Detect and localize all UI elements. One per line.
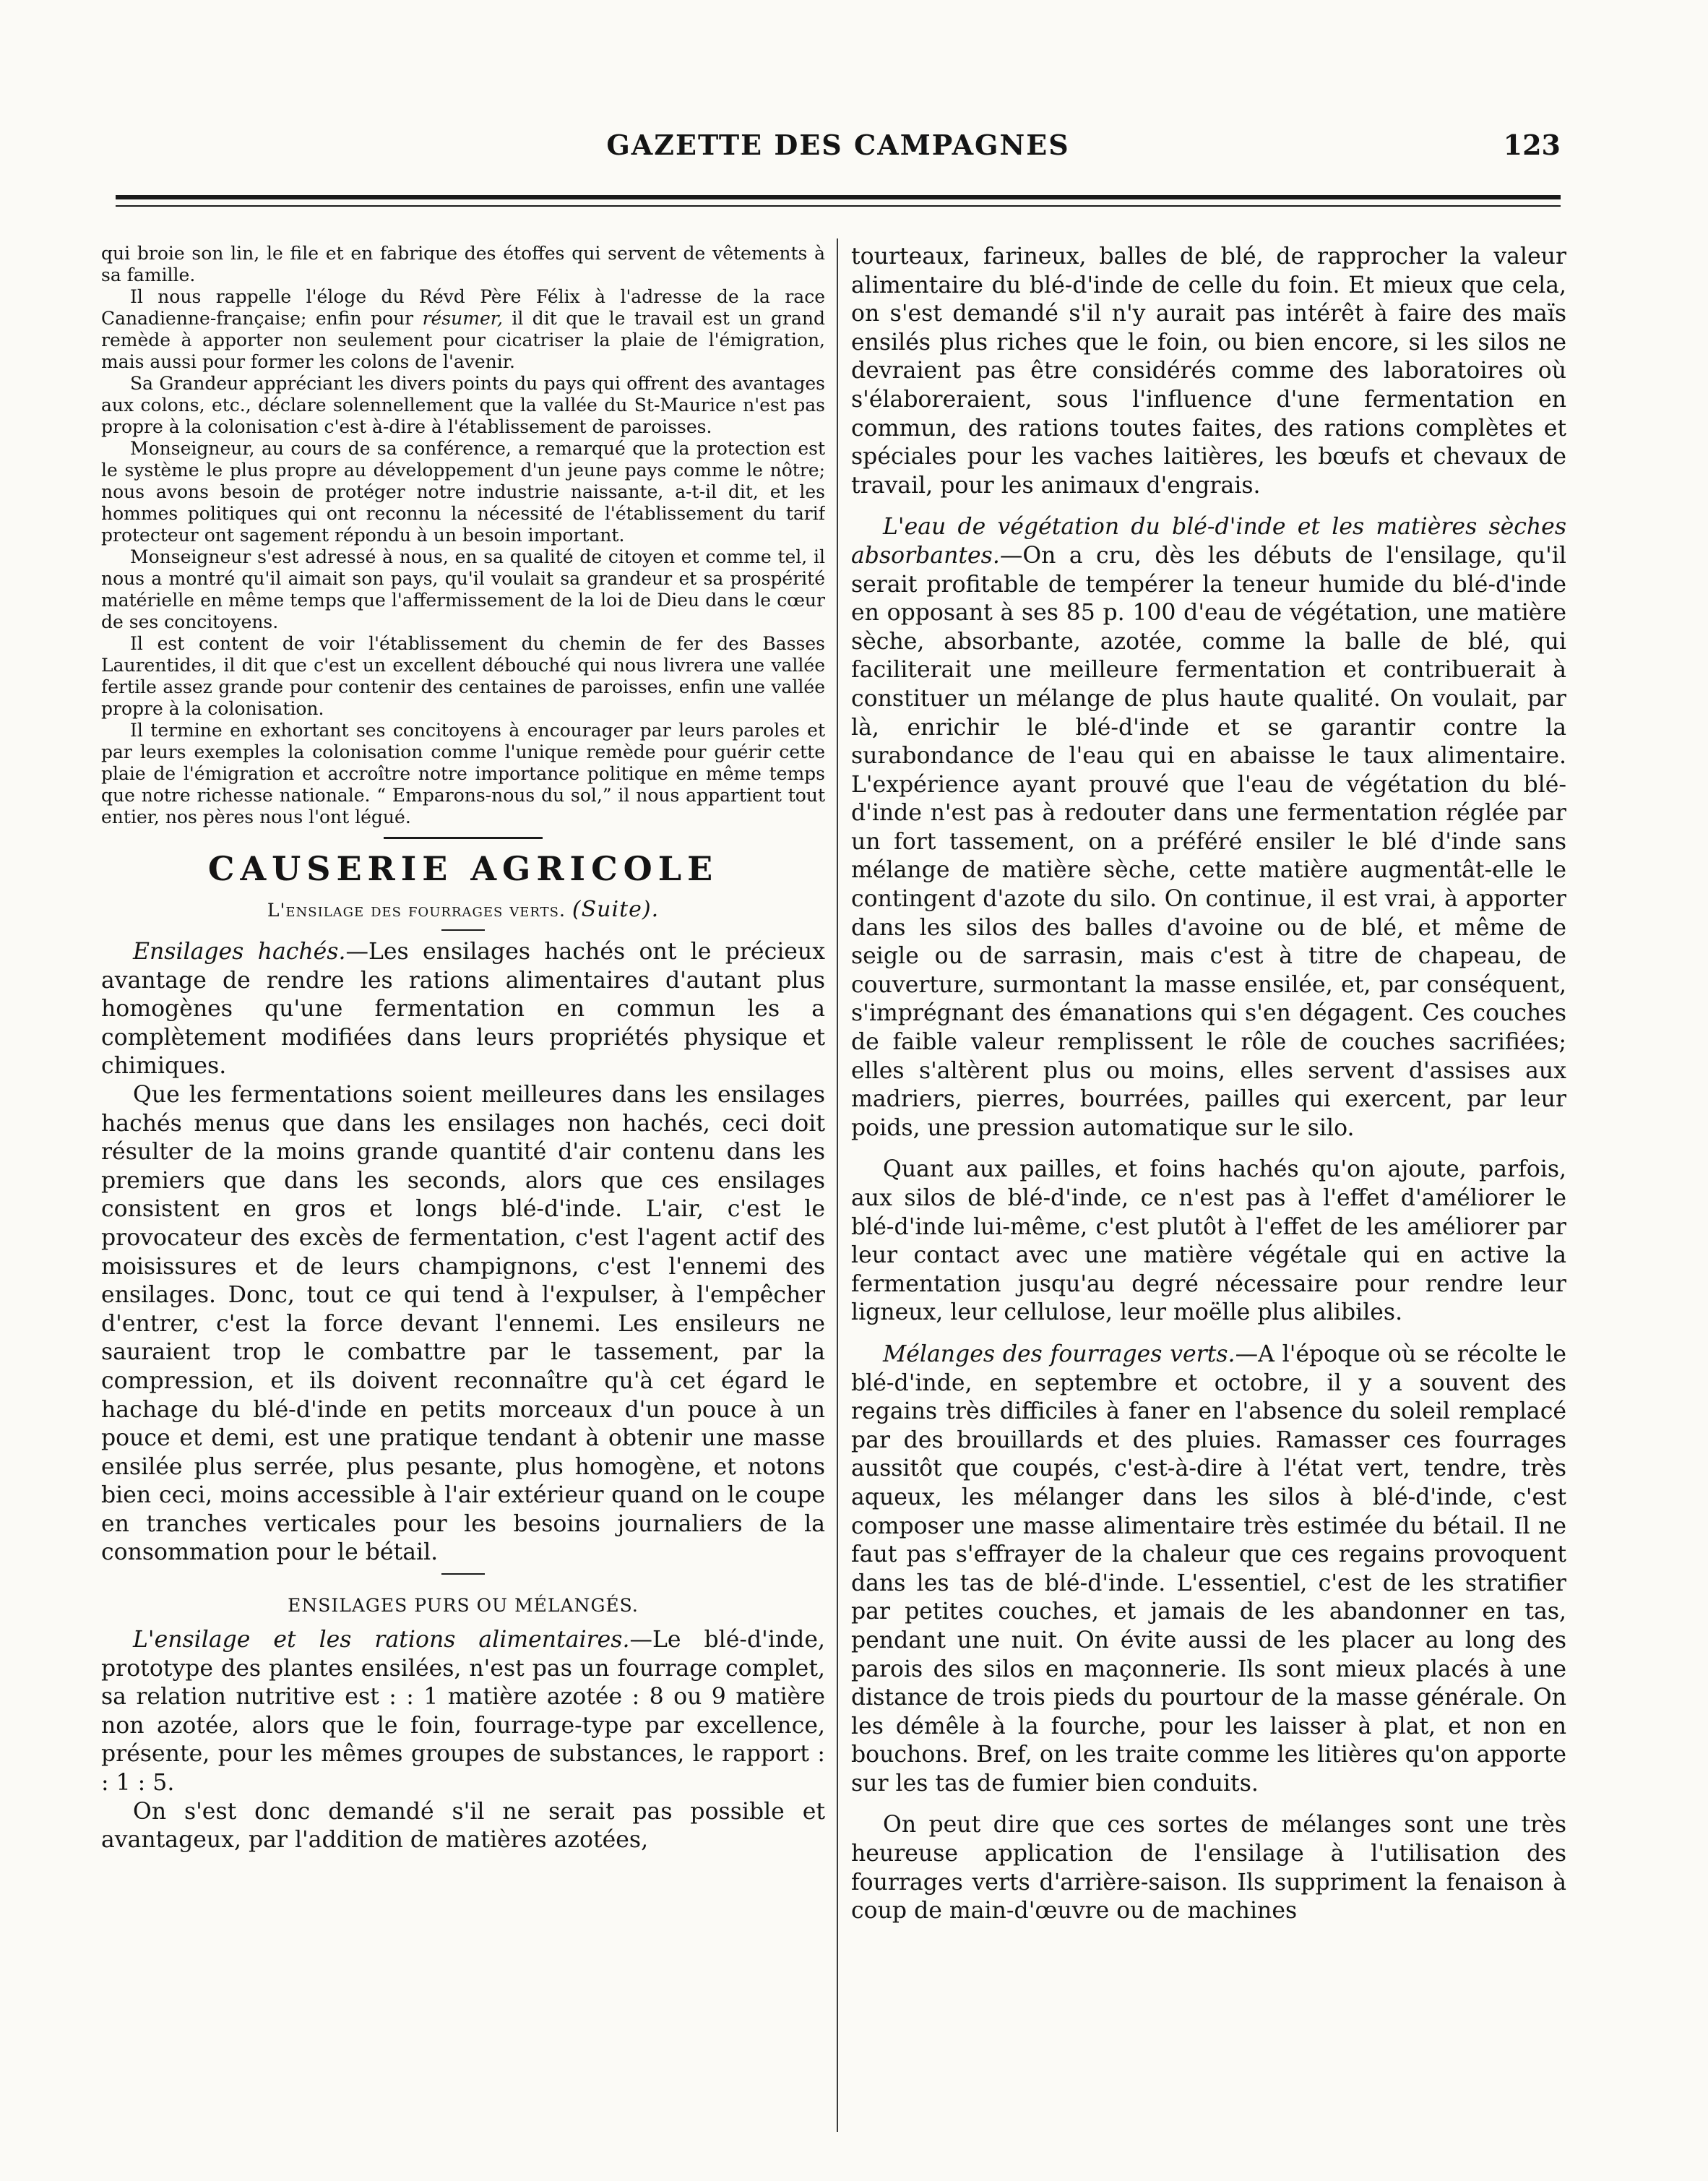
page-header	[116, 129, 1561, 172]
emphasis: résumer,	[422, 308, 503, 329]
section-title: CAUSERIE AGRICOLE	[207, 849, 719, 888]
text-run: Il nous rappelle l'éloge du Révd Père Félix à l'adresse de la race Canadienne-française; enfin pour	[101, 286, 825, 329]
paragraph-lead: Mélanges des fourrages verts.	[883, 1341, 1235, 1367]
paragraph-gap	[851, 1143, 1566, 1156]
text-run: il dit que le travail est un grand remède à apporter non seulement pour cicatriser la plaie de l'émigration, mais aussi pour former les colons de l'avenir.	[101, 308, 825, 372]
paragraph-gap	[851, 500, 1566, 513]
paragraph-lead: L'ensilage et les rations alimentaires.	[133, 1627, 630, 1653]
paragraph: tourteaux, farineux, balles de blé, de rapprocher la valeur alimentaire du blé-d'inde de celle du foin. Et mieux que cela, on s'est demandé s'il n'y aurait pas intérêt à faire des maïs ensilés plus riches que le foin, ou bien encore, si les silos ne devraient pas être considérés comme des laboratoires où s'élaboreraient, sous l'influence d'une fermentation en commun, des rations toutes faites, des rations complètes et spéciales pour les vaches laitières, les bœufs et chevaux de travail, pour les animaux d'engrais.	[851, 244, 1566, 499]
text-run: —Les ensilages hachés ont le précieux avantage de rendre les rations alimentaires d'autant plus homogènes qu'une fermentation en commun les a complètement modifiées dans leurs propriétés physique et chimiques.	[101, 939, 825, 1080]
paragraph: Il est content de voir l'établissement du chemin de fer des Basses Laurentides, il dit que c'est un excellent débouché qui nous livrera une vallée fertile assez grande pour contenir des centaines de paroisses, enfin une vallée propre à la colonisation.	[101, 633, 825, 719]
paragraph: Sa Grandeur appréciant les divers points du pays qui offrent des avantages aux colons, etc., déclare solennellement que la vallée du St-Maurice n'est pas propre à la colonisation c'est à-dire à l'établissement de paroisses.	[101, 373, 825, 437]
paragraph-lead: Ensilages hachés.	[133, 939, 346, 965]
page-number: 123	[1503, 129, 1561, 161]
paragraph-gap	[851, 1328, 1566, 1341]
paragraph	[101, 286, 825, 373]
paragraph: Il termine en exhortant ses concitoyens à encourager par leurs paroles et par leurs exemples la colonisation comme l'unique remède pour guérir cette plaie de l'émigration et accroître notre importance politique en même temps que notre richesse nationale. “ Emparons-nous du sol,” il nous appartient tout entier, nos pères nous l'ont légué.	[101, 720, 825, 827]
paragraph: Monseigneur s'est adressé à nous, en sa qualité de citoyen et comme tel, il nous a montré qu'il aimait son pays, qu'il voulait sa grandeur et sa prospérité matérielle en même temps que l'affermissement de la loi de Dieu dans le cœur de ses concitoyens.	[101, 546, 825, 632]
left-column	[101, 243, 825, 2158]
small-separator	[441, 1573, 485, 1575]
paragraph	[101, 938, 825, 1081]
paragraph	[101, 1626, 825, 1798]
paragraph: qui broie son lin, le file et en fabrique des étoffes qui servent de vêtements à sa famille.	[101, 243, 825, 285]
text-run: —A l'époque où se récolte le blé-d'inde, en septembre et octobre, il y a souvent des regains très difficiles à faner en l'absence du soleil remplacé par des brouillards et des pluies. Ramasser ces fourrages aussitôt que coupés, c'est-à-dire à l'état vert, tendre, très aqueux, les mélanger dans les silos à blé-d'inde, c'est composer une masse alimentaire très estimée du bétail. Il ne faut pas s'effrayer de la chaleur que ces regains provoquent dans les tas de blé-d'inde. L'essentiel, c'est de les stratifier par petites couches, et jamais de les abandonner en tas, pendant une nuit. On évite aussi de les placer au long des parois des silos en maçonnerie. Ils sont mieux placés à une distance de trois pieds du pourtour de la masse générale. On les démêle à la fourche, pour les laisser à plat, et non en bouchons. Bref, on les traite comme les litières qu'on apporte sur les tas de fumier bien conduits.	[851, 1341, 1566, 1797]
paragraph-gap	[851, 1798, 1566, 1811]
paragraph	[851, 513, 1566, 1143]
newspaper-title: GAZETTE DES CAMPAGNES	[606, 129, 1070, 161]
section-separator	[384, 837, 543, 839]
small-separator	[441, 929, 485, 931]
paragraph	[851, 1341, 1566, 1799]
paragraph: On s'est donc demandé s'il ne serait pas possible et avantageux, par l'addition de matières azotées,	[101, 1798, 825, 1854]
right-column	[851, 243, 1566, 2158]
paragraph-lead: L'eau de végétation du blé-d'inde et les matières sèches absorbantes.	[851, 514, 1566, 569]
paragraph: On peut dire que ces sortes de mélanges sont une très heureuse application de l'ensilage à l'utilisation des fourrages verts d'arrière-saison. Ils suppriment la fenaison à coup de main-d'œuvre ou de machines	[851, 1812, 1566, 1924]
subtitle-text: L'ensilage des fourrages verts.	[267, 900, 566, 921]
subtitle-suite: (Suite).	[572, 897, 660, 922]
paragraph: Monseigneur, au cours de sa conférence, a remarqué que la protection est le système le plus propre au développement d'un jeune pays comme le nôtre; nous avons besoin de protéger notre industrie naissante, a-t-il dit, et les hommes politiques qui ont reconnu la nécessité de l'établissement du tarif protecteur ont sagement répondu à un besoin important.	[101, 438, 825, 546]
subsection-heading: ENSILAGES PURS OU MÉLANGÉS.	[288, 1595, 639, 1617]
header-rule-thin	[116, 205, 1561, 207]
column-divider	[837, 238, 838, 2132]
article-subtitle	[101, 897, 825, 924]
header-rule-thick	[116, 195, 1561, 199]
paragraph: Que les fermentations soient meilleures dans les ensilages hachés menus que dans les ensilages non hachés, ceci doit résulter de la moins grande quantité d'air contenu dans les premiers que dans les seconds, alors que ces ensilages consistent en gros et longs blé-d'inde. L'air, c'est le provocateur des excès de fermentation, c'est l'agent actif des moisissures et de leurs champignons, c'est l'ennemi des ensilages. Donc, tout ce qui tend à l'expulser, à l'empêcher d'entrer, c'est la force devant l'ennemi. Les ensileurs ne sauraient trop le combattre par le tassement, par la compression, et ils doivent reconnaître qu'à cet égard le hachage du blé-d'inde en petits morceaux d'un pouce à un pouce et demi, est une pratique tendant à obtenir une masse ensilée plus serrée, plus pesante, plus homogène, et notons bien ceci, moins accessible à l'air extérieur quand on le coupe en tranches verticales pour les besoins journaliers de la consommation pour le bétail.	[101, 1081, 825, 1566]
paragraph: Quant aux pailles, et foins hachés qu'on ajoute, parfois, aux silos de blé-d'inde, ce n'est pas à l'effet d'améliorer le blé-d'inde lui-même, c'est plutôt à l'effet de les améliorer par leur contact avec une matière végétale qui en active la fermentation jusqu'au degré nécessaire pour rendre leur ligneux, leur cellulose, leur moëlle plus alibiles.	[851, 1156, 1566, 1326]
text-run: —On a cru, dès les débuts de l'ensilage, qu'il serait profitable de tempérer la teneur humide du blé-d'inde en opposant à ses 85 p. 100 d'eau de végétation, une matière sèche, absorbante, azotée, comme la balle de blé, qui faciliterait une meilleure fermentation et contribuerait à constituer un mélange de plus haute qualité. On voulait, par là, enrichir le blé-d'inde et se garantir contre la surabondance de l'eau qui en abaisse le taux alimentaire. L'expérience ayant prouvé que l'eau de végétation du blé-d'inde n'est pas à redouter dans une fermentation réglée par un fort tassement, on a préféré ensiler le blé d'inde sans mélange de matière sèche, cette matière augmentât-elle le contingent d'azote du silo. On continue, il est vrai, à apporter dans les silos des balles d'avoine ou de blé, et même de seigle ou de sarrasin, mais c'est à titre de chapeau, de couverture, surmontant la masse ensilée, et, par conséquent, s'imprégnant des émanations qui s'en dégagent. Ces couches de faible valeur remplissent le rôle de couches sacrifiées; elles s'altèrent plus ou moins, elles servent d'assises aux madriers, pierres, bourrées, pailles qui exercent, par leur poids, une pression automatique sur le silo.	[851, 542, 1566, 1141]
text-run: —Le blé-d'inde, prototype des plantes ensilées, n'est pas un fourrage complet, sa relation nutritive est : : 1 matière azotée : 8 ou 9 matière non azotée, alors que le foin, fourrage-type par excellence, présente, pour les mêmes groupes de substances, le rapport : : 1 : 5.	[101, 1627, 825, 1797]
